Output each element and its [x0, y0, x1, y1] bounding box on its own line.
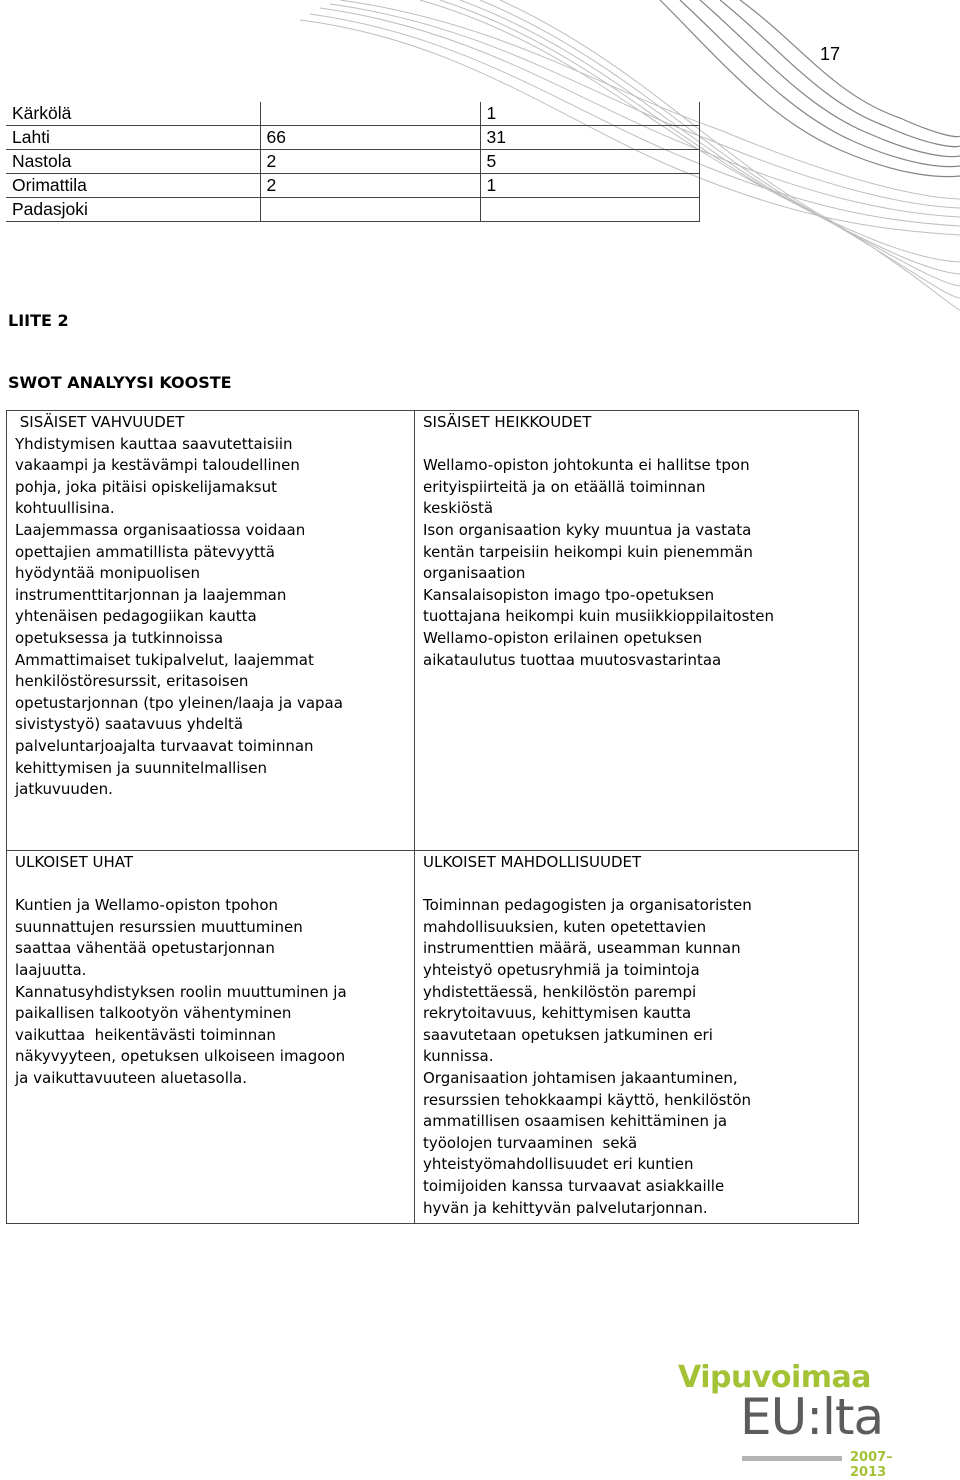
- table-cell: [260, 102, 480, 126]
- strengths-line: henkilöstöresurssit, eritasoisen: [15, 672, 249, 691]
- logo-bar: [742, 1456, 842, 1461]
- strengths-line: kehittymisen ja suunnitelmallisen: [15, 758, 268, 777]
- table-cell: Kärkölä: [6, 102, 260, 126]
- weaknesses-line: erityispiirteitä ja on etäällä toiminnan: [423, 477, 706, 496]
- opportunities-line: Organisaation johtamisen jakaantuminen,: [423, 1068, 738, 1087]
- swot-external-table: [6, 850, 859, 1224]
- table-row: [6, 126, 699, 150]
- strengths-line: opetuksessa ja tutkinnoissa: [15, 628, 224, 647]
- opportunities-line: yhteistyö opetusryhmiä ja toimintoja: [423, 960, 700, 979]
- strengths-cell: [7, 411, 415, 851]
- opportunities-line: instrumenttien määrä, useamman kunnan: [423, 939, 741, 958]
- threats-title: ULKOISET UHAT: [15, 853, 134, 871]
- weaknesses-line: organisaation: [423, 564, 526, 583]
- logo-top-text: Vipuvoimaa: [678, 1360, 872, 1395]
- appendix-title: LIITE 2: [8, 311, 69, 330]
- opportunities-cell: [415, 851, 859, 1224]
- strengths-line: Laajemmassa organisaatiossa voidaan: [15, 520, 306, 539]
- strengths-line: opetustarjonnan (tpo yleinen/laaja ja vapaa: [15, 693, 343, 712]
- table-cell: Lahti: [6, 126, 260, 150]
- threats-line: laajuutta.: [15, 960, 87, 979]
- strengths-line: jatkuvuuden.: [15, 780, 113, 799]
- threats-line: ja vaikuttavuuteen aluetasolla.: [15, 1068, 248, 1087]
- swot-title: SWOT ANALYYSI KOOSTE: [8, 373, 232, 392]
- threats-cell: [7, 851, 415, 1224]
- strengths-title: SISÄISET VAHVUUDET: [15, 413, 185, 431]
- weaknesses-line: Ison organisaation kyky muuntua ja vastata: [423, 520, 752, 539]
- strengths-line: hyödyntää monipuolisen: [15, 564, 201, 583]
- opportunities-line: toimijoiden kanssa turvaavat asiakkaille: [423, 1176, 725, 1195]
- opportunities-line: mahdollisuuksien, kuten opetettavien: [423, 917, 707, 936]
- strengths-line: opettajien ammatillista pätevyyttä: [15, 542, 275, 561]
- table-cell: 2: [260, 174, 480, 198]
- table-cell: 5: [480, 150, 699, 174]
- threats-line: saattaa vähentää opetustarjonnan: [15, 939, 275, 958]
- opportunities-line: yhdistettäessä, henkilöstön parempi: [423, 982, 697, 1001]
- table-row: [6, 150, 699, 174]
- table-cell: 66: [260, 126, 480, 150]
- table-row: [6, 174, 699, 198]
- table-cell: 31: [480, 126, 699, 150]
- table-cell: [480, 198, 699, 222]
- opportunities-title: ULKOISET MAHDOLLISUUDET: [423, 853, 642, 871]
- threats-line: Kuntien ja Wellamo-opiston tpohon: [15, 896, 279, 915]
- table-cell: Nastola: [6, 150, 260, 174]
- table-cell: 2: [260, 150, 480, 174]
- table-cell: Padasjoki: [6, 198, 260, 222]
- strengths-line: pohja, joka pitäisi opiskelijamaksut: [15, 477, 277, 496]
- threats-line: suunnattujen resurssien muuttuminen: [15, 917, 303, 936]
- table-row: [6, 102, 699, 126]
- opportunities-line: saavutetaan opetuksen jatkuminen eri: [423, 1025, 713, 1044]
- logo-main-text: EU:lta: [740, 1388, 884, 1446]
- opportunities-line: hyvän ja kehittyvän palvelutarjonnan.: [423, 1198, 708, 1217]
- opportunities-line: yhteistyömahdollisuudet eri kuntien: [423, 1155, 694, 1174]
- strengths-line: Yhdistymisen kauttaa saavutettaisiin: [15, 434, 293, 453]
- strengths-line: vakaampi ja kestävämpi taloudellinen: [15, 456, 300, 475]
- strengths-line: instrumenttitarjonnan ja laajemman: [15, 585, 287, 604]
- threats-line: näkyvyyteen, opetuksen ulkoiseen imagoon: [15, 1047, 346, 1066]
- weaknesses-line: aikataulutus tuottaa muutosvastarintaa: [423, 650, 722, 669]
- table-cell: Orimattila: [6, 174, 260, 198]
- strengths-line: Ammattimaiset tukipalvelut, laajemmat: [15, 650, 314, 669]
- weaknesses-line: Wellamo-opiston johtokunta ei hallitse tpon: [423, 456, 750, 475]
- weaknesses-cell: [415, 411, 859, 851]
- weaknesses-line: keskiöstä: [423, 499, 494, 518]
- opportunities-line: ammatillisen osaamisen kehittäminen ja: [423, 1112, 728, 1131]
- strengths-line: yhtenäisen pedagogiikan kautta: [15, 607, 257, 626]
- weaknesses-line: Kansalaisopiston imago tpo-opetuksen: [423, 585, 715, 604]
- opportunities-line: Toiminnan pedagogisten ja organisatoristen: [423, 896, 752, 915]
- logo-years: 2007–2013: [850, 1450, 893, 1480]
- table-row: [6, 198, 699, 222]
- strengths-line: palveluntarjoajalta turvaavat toiminnan: [15, 736, 314, 755]
- weaknesses-title: SISÄISET HEIKKOUDET: [423, 413, 592, 431]
- threats-line: Kannatusyhdistyksen roolin muuttuminen ja: [15, 982, 347, 1001]
- strengths-line: sivistystyö) saatavuus yhdeltä: [15, 715, 244, 734]
- swot-internal-table: [6, 410, 859, 851]
- weaknesses-line: tuottajana heikompi kuin musiikkioppilaitosten: [423, 607, 775, 626]
- vipuvoimaa-eu-logo: [678, 1360, 918, 1480]
- table-cell: 1: [480, 174, 699, 198]
- weaknesses-line: Wellamo-opiston erilainen opetuksen: [423, 628, 703, 647]
- opportunities-line: rekrytoitavuus, kehittymisen kautta: [423, 1004, 692, 1023]
- opportunities-line: työolojen turvaaminen sekä: [423, 1133, 638, 1152]
- municipality-table: [6, 102, 700, 222]
- weaknesses-line: kentän tarpeisiin heikompi kuin pienemmän: [423, 542, 753, 561]
- opportunities-line: kunnissa.: [423, 1047, 494, 1066]
- table-cell: [260, 198, 480, 222]
- opportunities-line: resurssien tehokkaampi käyttö, henkilöstön: [423, 1090, 752, 1109]
- table-cell: 1: [480, 102, 699, 126]
- threats-line: paikallisen talkootyön vähentyminen: [15, 1004, 292, 1023]
- page-number: 17: [820, 44, 841, 64]
- threats-line: vaikuttaa heikentävästi toiminnan: [15, 1025, 276, 1044]
- strengths-line: kohtuullisina.: [15, 499, 115, 518]
